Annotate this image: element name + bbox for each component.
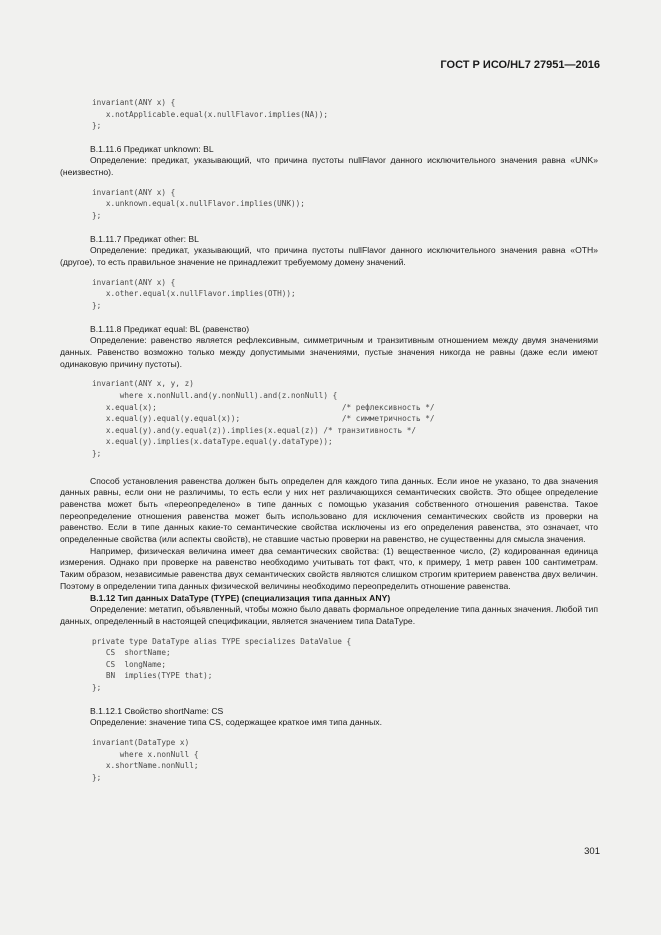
section-heading-shortname: B.1.12.1 Свойство shortName: CS <box>90 705 224 716</box>
document-body <box>60 89 598 789</box>
section-heading-other: B.1.11.7 Предикат other: BL <box>90 233 199 244</box>
definition-shortname: Определение: значение типа CS, содержащее краткое имя типа данных. <box>90 717 382 728</box>
code-block-unknown: invariant(ANY x) { x.unknown.equal(x.nullFlavor.implies(UNK)); }; <box>92 187 305 221</box>
definition-other: Определение: предикат, указывающий, что причина пустоты nullFlavor данного исключительного значения равна «OTH» (другое), то есть правильное значение не принадлежит требуемому домену значений. <box>60 245 598 268</box>
paragraph-equality-method: Способ установления равенства должен быть определен для каждого типа данных. Если иное не указано, то два значения данных равны, если они не различимы, то есть если у них нет различающихся семантических свойств. Это общее определение равенства может быть «переопределено» в типе данных с помощью указания собственного отношения равенства. Такое переопределение отношения равенства может быть использовано для исключения семантических свойств из проверки на равенство. Если в типе данных какие-то семантические свойства исключены из его определения равенства, это означает, что определенные свойства (или аспекты свойств), не ставшие частью проверки на равенство, не существенны для смысла значения. <box>60 475 598 545</box>
code-block-other: invariant(ANY x) { x.other.equal(x.nullFlavor.implies(OTH)); }; <box>92 277 296 310</box>
definition-unknown: Определение: предикат, указывающий, что причина пустоты nullFlavor данного исключительного значения равна «UNK» (неизвестно). <box>60 155 598 178</box>
section-heading-datatype: B.1.12 Тип данных DataType (TYPE) (специализация типа данных ANY) <box>90 592 391 603</box>
section-heading-equal: B.1.11.8 Предикат equal: BL (равенство) <box>90 323 250 334</box>
document-header: ГОСТ Р ИСО/HL7 27951—2016 <box>440 59 600 71</box>
paragraph-physical-quantity: Например, физическая величина имеет два семантических свойства: (1) вещественное число, (2) кодированная единица измерения. Однако при проверке на равенство необходимо учитывать тот факт, что, к примеру, 1 метр равен 100 сантиметрам. Таким образом, независимые равенства двух семантических свойств являются слишком строгим критерием равенства двух величин. Поэтому в определении типа данных физической величины необходимо переопределить отношение равенства. <box>60 545 598 591</box>
page-number: 301 <box>584 846 600 857</box>
section-heading-unknown: B.1.11.6 Предикат unknown: BL <box>90 143 214 154</box>
definition-datatype: Определение: метатип, объявленный, чтобы можно было давать формальное определение типа данных значения. Любой тип данных, определенный в настоящей спецификации, является значением типа DataType. <box>60 604 598 626</box>
code-block-notapplicable: invariant(ANY x) { x.notApplicable.equal(x.nullFlavor.implies(NA)); }; <box>92 98 329 131</box>
code-block-datatype: private type DataType alias TYPE specializes DataValue { CS shortName; CS longName; BN implies(TYPE that); }; <box>92 636 352 693</box>
definition-equal: Определение: равенство является рефлексивным, симметричным и транзитивным отношением между двумя значениями данных. Равенство возможно только между допустимыми значениями, пустые значения никогда не равны (даже если имеют одинаковую причину пустоты). <box>60 335 598 369</box>
code-block-shortname: invariant(DataType x) where x.nonNull { x.shortName.nonNull; }; <box>92 738 199 782</box>
code-block-equal: invariant(ANY x, y, z) where x.nonNull.and(y.nonNull).and(z.nonNull) { x.equal(x); /* рефлексивность */ x.equal(y).equal(y.equal(x)); /* симметричность */ x.equal(y).and(y.equal(z)).implies(x.equal(z)) /* транзитивность */ x.equal(y).implies(x.dataType.equal(y.dataType)); }; <box>92 379 435 458</box>
